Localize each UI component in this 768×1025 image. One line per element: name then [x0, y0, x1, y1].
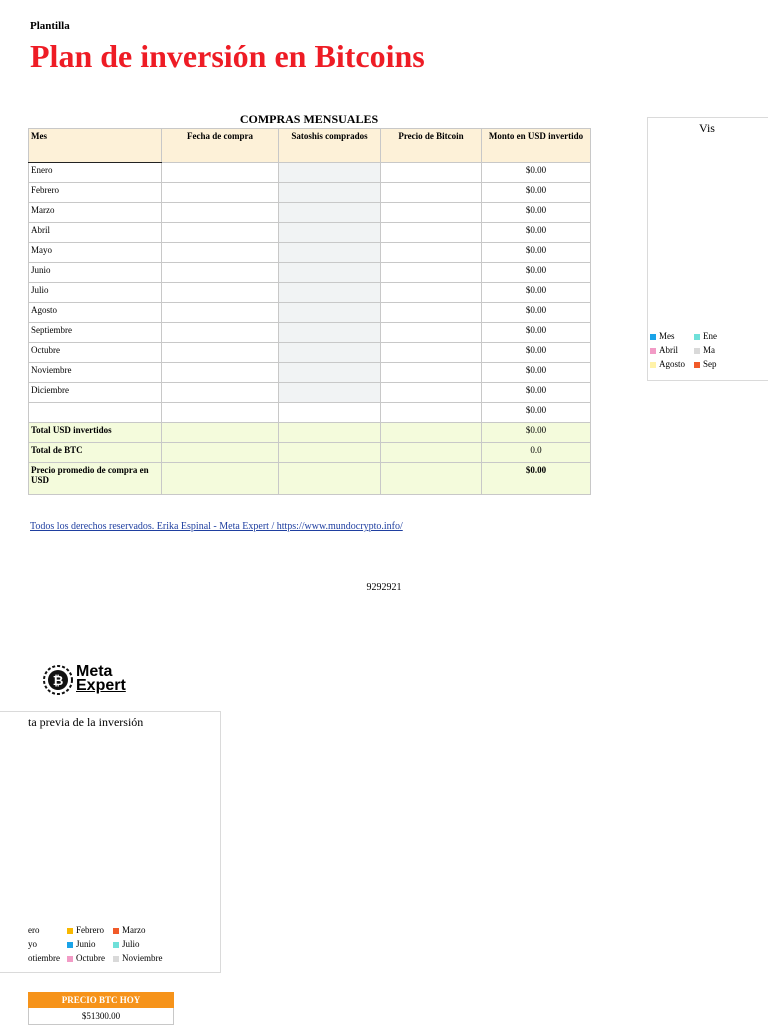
column-header-precio: Precio de Bitcoin: [381, 129, 482, 163]
price-input-cell[interactable]: [381, 203, 482, 223]
satoshis-cell[interactable]: [279, 403, 381, 423]
table-row: [29, 383, 591, 403]
legend-label: Ene: [703, 331, 717, 341]
average-price-label: Precio promedio de compra en USD: [29, 463, 162, 495]
logo-text-expert: Expert: [76, 677, 126, 694]
date-input-cell[interactable]: [162, 203, 279, 223]
legend-swatch-icon: [67, 956, 73, 962]
legend-item: [28, 939, 37, 949]
date-input-cell[interactable]: [162, 223, 279, 243]
table-row: [29, 323, 591, 343]
legend-item: [694, 331, 717, 341]
legend-label: Mes: [659, 331, 675, 341]
legend-swatch-icon: [650, 334, 656, 340]
logo-text-meta: Meta: [76, 663, 113, 680]
date-input-cell[interactable]: [162, 303, 279, 323]
empty-cell: [381, 423, 482, 443]
empty-cell: [279, 463, 381, 495]
satoshis-cell[interactable]: [279, 283, 381, 303]
legend-label: yo: [28, 939, 37, 949]
btc-price-value[interactable]: $51300.00: [28, 1008, 174, 1025]
legend-item: [650, 359, 685, 369]
amount-cell: $0.00: [482, 323, 591, 343]
legend-swatch-icon: [67, 928, 73, 934]
date-input-cell[interactable]: [162, 363, 279, 383]
month-cell: Marzo: [29, 203, 162, 223]
copyright-link[interactable]: Todos los derechos reservados. Erika Espinal - Meta Expert / https://www.mundocrypto.info/: [30, 521, 403, 532]
total-usd-value: $0.00: [482, 423, 591, 443]
legend-item: [67, 953, 105, 963]
legend-item: [113, 953, 163, 963]
price-input-cell[interactable]: [381, 243, 482, 263]
amount-cell: $0.00: [482, 383, 591, 403]
legend-item: [28, 953, 60, 963]
date-input-cell[interactable]: [162, 283, 279, 303]
purchases-table: [28, 128, 591, 495]
month-cell: Febrero: [29, 183, 162, 203]
price-input-cell[interactable]: [381, 343, 482, 363]
table-row: [29, 263, 591, 283]
legend-label: Abril: [659, 345, 678, 355]
meta-expert-logo: [42, 664, 142, 696]
total-usd-label: Total USD invertidos: [29, 423, 162, 443]
chart-title: ta previa de la inversión: [28, 715, 144, 729]
table-row: [29, 283, 591, 303]
legend-item: [650, 345, 678, 355]
price-input-cell[interactable]: [381, 163, 482, 183]
column-header-satoshis: Satoshis comprados: [279, 129, 381, 163]
legend-label: Julio: [122, 939, 140, 949]
month-cell: Junio: [29, 263, 162, 283]
legend-label: otiembre: [28, 953, 60, 963]
legend-label: Agosto: [659, 359, 686, 369]
date-input-cell[interactable]: [162, 323, 279, 343]
legend-label: Sep: [703, 359, 717, 369]
empty-cell: [162, 443, 279, 463]
table-row: [29, 343, 591, 363]
price-input-cell[interactable]: [381, 283, 482, 303]
date-input-cell[interactable]: [162, 403, 279, 423]
legend-swatch-icon: [694, 348, 700, 354]
month-cell: Julio: [29, 283, 162, 303]
table-row: [29, 183, 591, 203]
satoshis-cell[interactable]: [279, 223, 381, 243]
total-usd-row: [29, 423, 591, 443]
date-input-cell[interactable]: [162, 183, 279, 203]
legend-swatch-icon: [694, 334, 700, 340]
empty-cell: [381, 463, 482, 495]
legend-item: [113, 939, 140, 949]
legend-label: Octubre: [76, 953, 105, 963]
price-input-cell[interactable]: [381, 183, 482, 203]
total-btc-label: Total de BTC: [29, 443, 162, 463]
legend-swatch-icon: [650, 362, 656, 368]
satoshis-cell[interactable]: [279, 183, 381, 203]
month-cell: Mayo: [29, 243, 162, 263]
table-row: [29, 243, 591, 263]
date-input-cell[interactable]: [162, 243, 279, 263]
amount-cell: $0.00: [482, 243, 591, 263]
table-row: [29, 223, 591, 243]
satoshis-cell[interactable]: [279, 203, 381, 223]
price-input-cell[interactable]: [381, 303, 482, 323]
document-title: Plan de inversión en Bitcoins: [30, 38, 425, 74]
total-btc-value: 0.0: [482, 443, 591, 463]
empty-cell: [279, 443, 381, 463]
total-btc-row: [29, 443, 591, 463]
price-input-cell[interactable]: [381, 223, 482, 243]
table-row: [29, 303, 591, 323]
month-cell: Noviembre: [29, 363, 162, 383]
satoshis-cell[interactable]: [279, 243, 381, 263]
average-price-row: [29, 463, 591, 495]
month-cell: Agosto: [29, 303, 162, 323]
empty-cell: [279, 423, 381, 443]
month-cell: [29, 403, 162, 423]
amount-cell: $0.00: [482, 223, 591, 243]
legend-label: Febrero: [76, 925, 104, 935]
date-input-cell[interactable]: [162, 263, 279, 283]
legend-swatch-icon: [650, 348, 656, 354]
legend-label: Ma: [703, 345, 715, 355]
btc-price-box: [28, 992, 174, 1025]
document-label: Plantilla: [30, 20, 70, 32]
average-price-value: $0.00: [482, 463, 591, 495]
investment-preview-chart-left: [0, 711, 221, 973]
legend-item: [650, 331, 675, 341]
price-input-cell[interactable]: [381, 383, 482, 403]
satoshis-cell[interactable]: [279, 323, 381, 343]
legend-item: [67, 925, 104, 935]
legend-item: [694, 345, 715, 355]
column-header-fecha: Fecha de compra: [162, 129, 279, 163]
table-title: COMPRAS MENSUALES: [239, 112, 379, 126]
legend-swatch-icon: [113, 942, 119, 948]
amount-cell: $0.00: [482, 283, 591, 303]
date-input-cell[interactable]: [162, 383, 279, 403]
column-header-monto: Monto en USD invertido: [482, 129, 591, 163]
satoshis-cell[interactable]: [279, 383, 381, 403]
amount-cell: $0.00: [482, 263, 591, 283]
satoshis-cell[interactable]: [279, 343, 381, 363]
page-number: 9292921: [366, 582, 402, 593]
empty-cell: [162, 423, 279, 443]
legend-label: Marzo: [122, 925, 146, 935]
legend-item: [694, 359, 717, 369]
amount-cell: $0.00: [482, 183, 591, 203]
month-cell: Octubre: [29, 343, 162, 363]
legend-swatch-icon: [113, 928, 119, 934]
table-row: [29, 403, 591, 423]
price-input-cell[interactable]: [381, 323, 482, 343]
chart-title: Vis: [699, 121, 715, 135]
month-cell: Septiembre: [29, 323, 162, 343]
satoshis-cell[interactable]: [279, 163, 381, 183]
satoshis-cell[interactable]: [279, 263, 381, 283]
amount-cell: $0.00: [482, 363, 591, 383]
amount-cell: $0.00: [482, 303, 591, 323]
legend-item: [28, 925, 40, 935]
legend-swatch-icon: [113, 956, 119, 962]
amount-cell: $0.00: [482, 343, 591, 363]
amount-cell: $0.00: [482, 203, 591, 223]
month-cell: Diciembre: [29, 383, 162, 403]
empty-cell: [381, 443, 482, 463]
amount-cell: $0.00: [482, 163, 591, 183]
price-input-cell[interactable]: [381, 403, 482, 423]
svg-text:₿: ₿: [52, 674, 64, 689]
table-row: [29, 363, 591, 383]
legend-label: Junio: [76, 939, 96, 949]
legend-item: [67, 939, 96, 949]
bitcoin-icon: [42, 664, 74, 696]
table-row: [29, 163, 591, 183]
price-input-cell[interactable]: [381, 363, 482, 383]
date-input-cell[interactable]: [162, 343, 279, 363]
legend-label: Noviembre: [122, 953, 163, 963]
price-input-cell[interactable]: [381, 263, 482, 283]
btc-price-header: PRECIO BTC HOY: [28, 992, 174, 1008]
legend-item: [113, 925, 146, 935]
table-row: [29, 203, 591, 223]
legend-swatch-icon: [67, 942, 73, 948]
amount-cell: $0.00: [482, 403, 591, 423]
empty-cell: [162, 463, 279, 495]
investment-preview-chart-right: [647, 117, 768, 381]
month-cell: Enero: [29, 163, 162, 183]
legend-swatch-icon: [694, 362, 700, 368]
satoshis-cell[interactable]: [279, 363, 381, 383]
table-header-row: [29, 129, 591, 163]
month-cell: Abril: [29, 223, 162, 243]
column-header-mes: Mes: [29, 129, 162, 163]
satoshis-cell[interactable]: [279, 303, 381, 323]
legend-label: ero: [28, 925, 40, 935]
date-input-cell[interactable]: [162, 163, 279, 183]
